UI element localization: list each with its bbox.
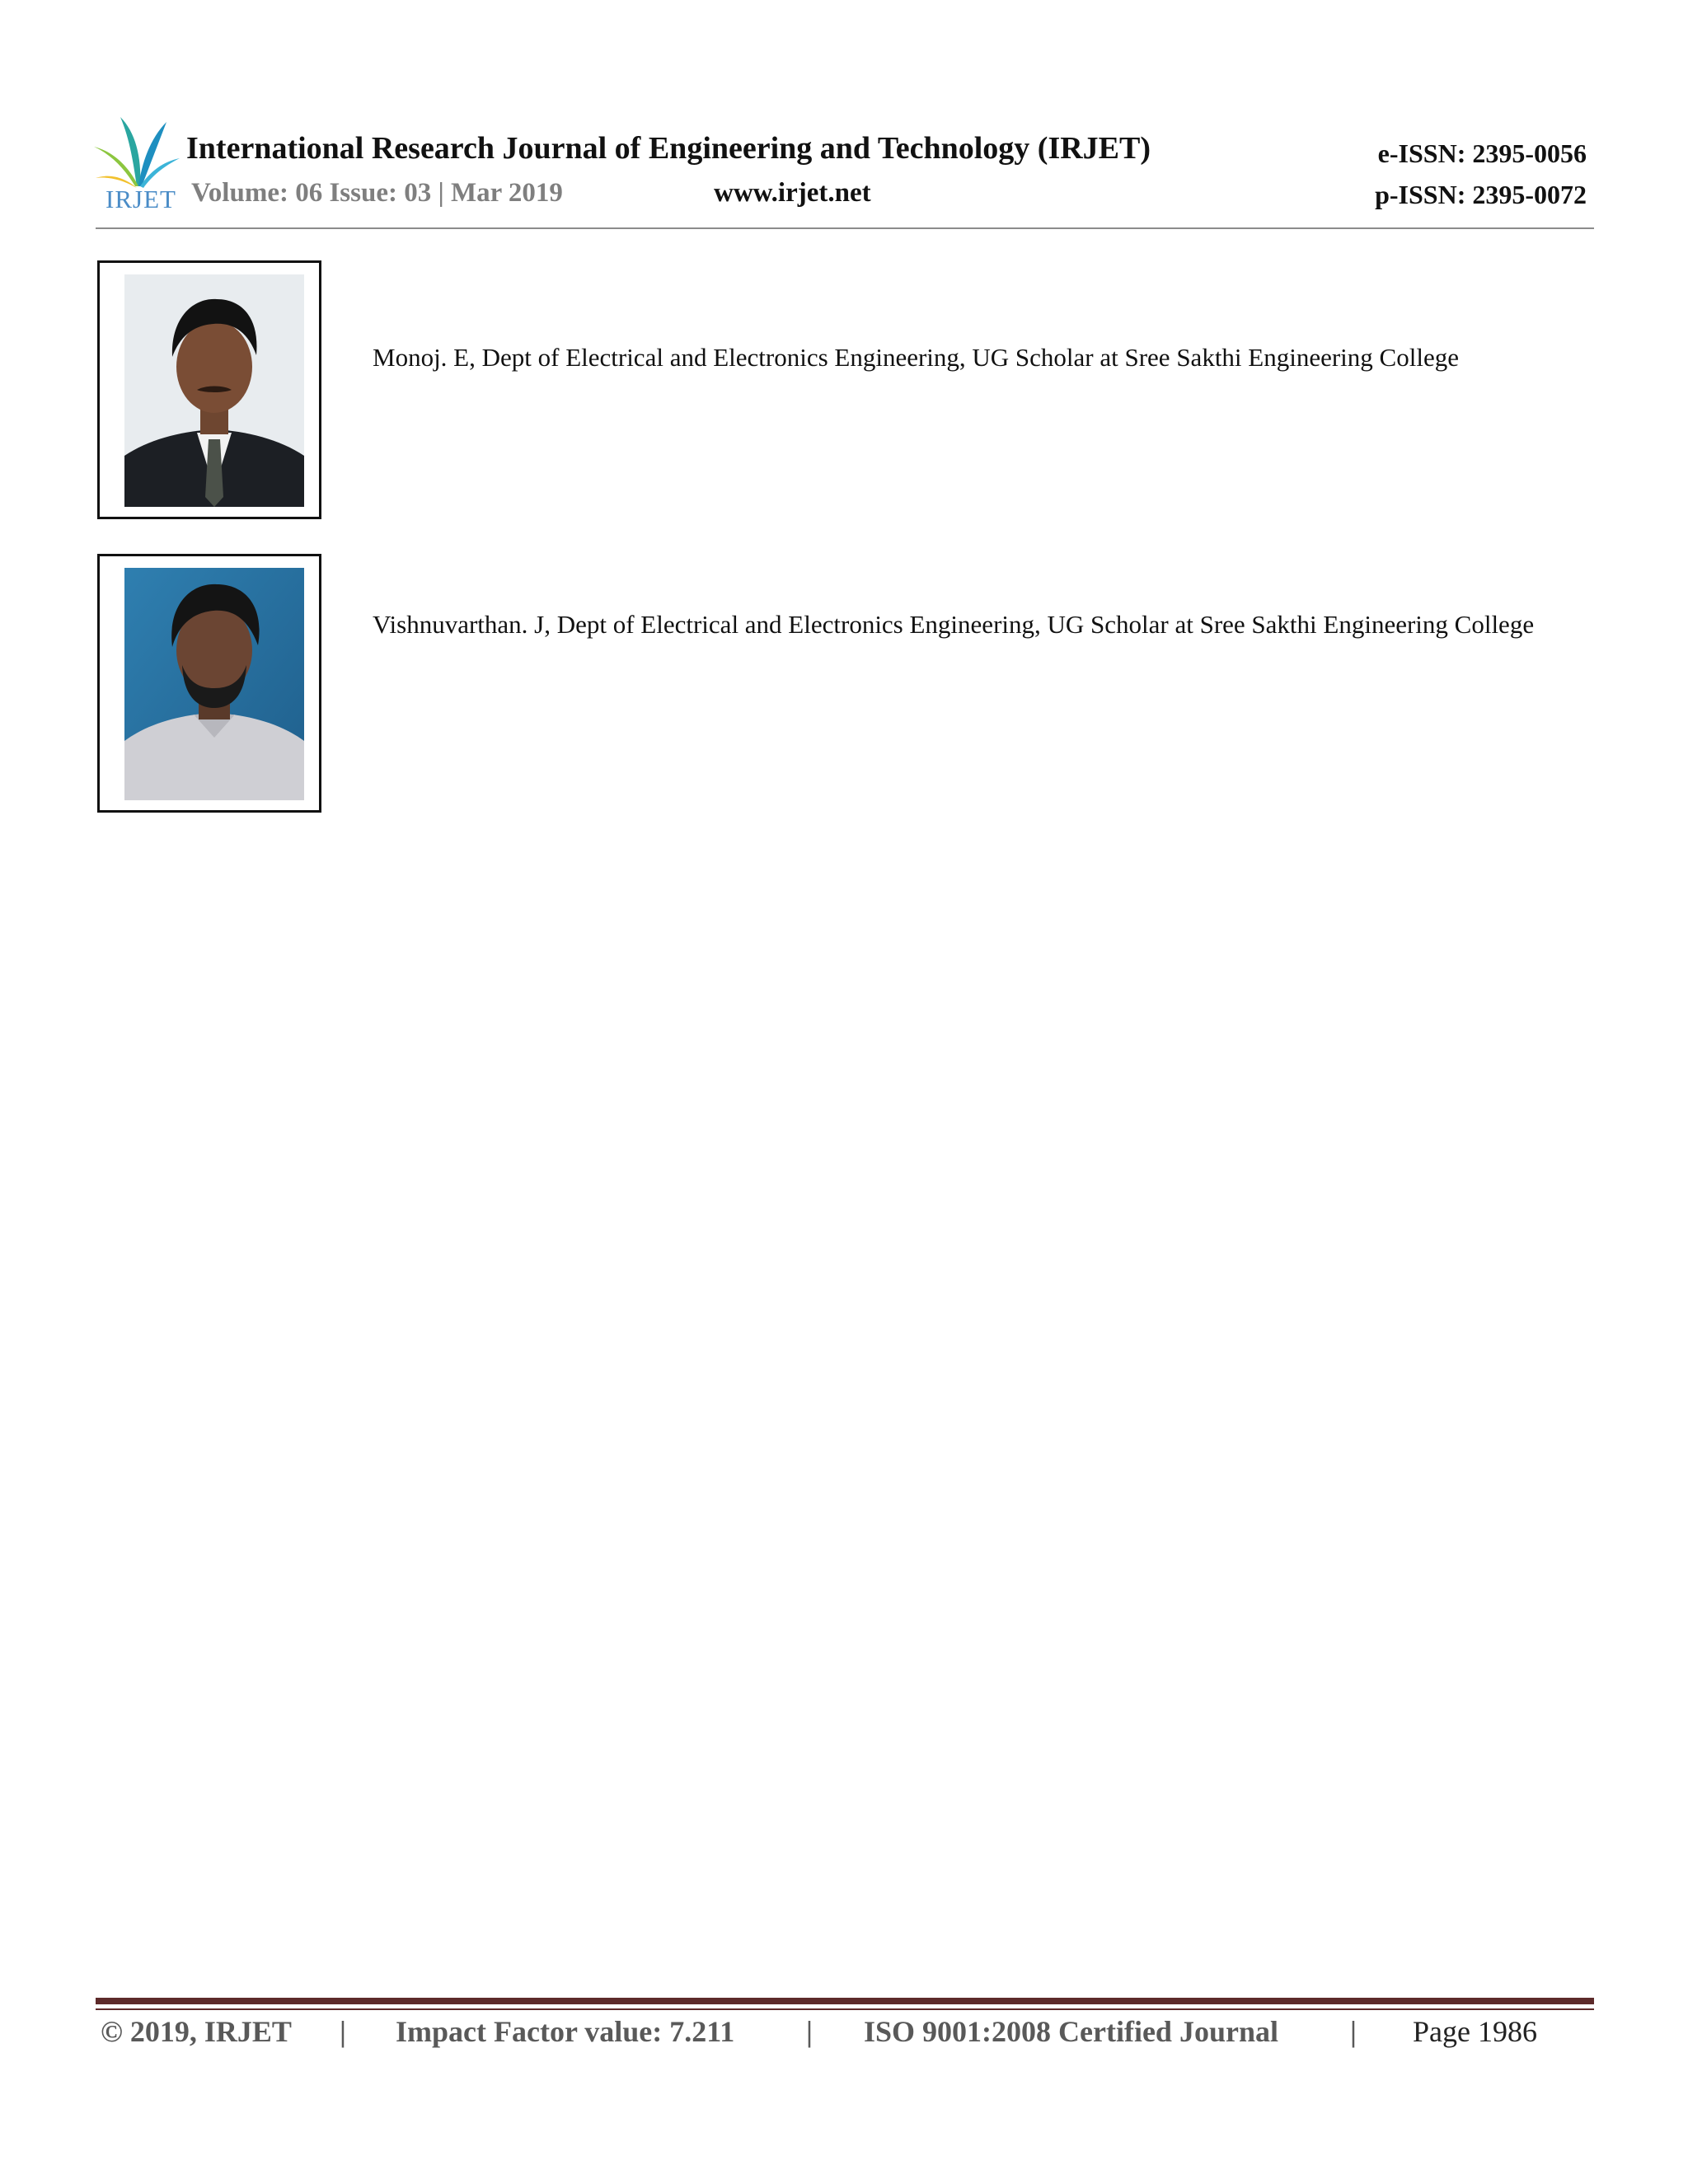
- footer-separator: |: [340, 2015, 346, 2048]
- footer-divider-thick: [96, 1998, 1594, 2004]
- logo-text: IRJET: [106, 185, 176, 213]
- irjet-leaf-logo-icon: [92, 115, 181, 190]
- e-issn: e-ISSN: 2395-0056: [1377, 138, 1587, 168]
- journal-website-link[interactable]: www.irjet.net: [714, 178, 871, 208]
- author-photo: [124, 568, 304, 800]
- footer-iso-certification: ISO 9001:2008 Certified Journal: [864, 2015, 1278, 2048]
- author-photo-frame: [97, 554, 321, 813]
- header-divider: [96, 227, 1594, 229]
- journal-title: International Research Journal of Engineering and Technology (IRJET): [186, 131, 1151, 166]
- author-photo-frame: [97, 260, 321, 519]
- footer-page-number: Page 1986: [1413, 2015, 1537, 2048]
- page-footer: [101, 2014, 1568, 2055]
- author-bio: Vishnuvarthan. J, Dept of Electrical and Electronics Engineering, UG Scholar at Sree Sakthi Engineering College: [373, 610, 1535, 639]
- footer-separator: |: [806, 2015, 813, 2048]
- p-issn: p-ISSN: 2395-0072: [1375, 180, 1587, 209]
- author-bio: Monoj. E, Dept of Electrical and Electronics Engineering, UG Scholar at Sree Sakthi Engineering College: [373, 343, 1459, 372]
- footer-impact-factor: Impact Factor value: 7.211: [396, 2015, 735, 2048]
- volume-issue: Volume: 06 Issue: 03 | Mar 2019: [191, 178, 563, 208]
- journal-logo: [92, 115, 181, 214]
- footer-divider-thin: [96, 2008, 1594, 2010]
- author-photo: [124, 274, 304, 507]
- footer-separator: |: [1350, 2015, 1357, 2048]
- footer-copyright: © 2019, IRJET: [101, 2015, 292, 2048]
